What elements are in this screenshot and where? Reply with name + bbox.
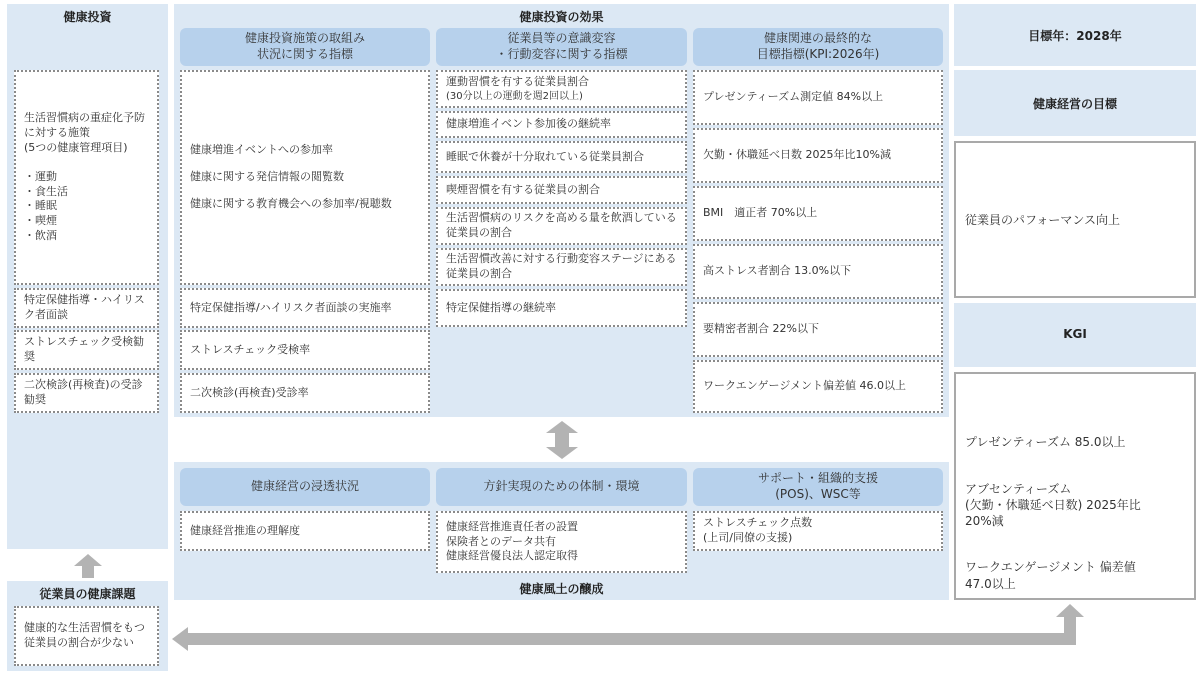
employee-issue-box: 健康的な生活習慣をもつ従業員の割合が少ない bbox=[14, 606, 159, 666]
lifestyle-item-drinking: ・飲酒 bbox=[24, 229, 57, 243]
initiative-education-rate: 健康に関する教育機会への参加率/視聴数 bbox=[190, 196, 392, 210]
culture-support-box: ストレスチェック点数 (上司/同僚の支援) bbox=[693, 511, 943, 551]
initiative-guidance-rate: 特定保健指導/ハイリスク者面談の実施率 bbox=[180, 288, 430, 328]
goal-text: 従業員のパフォーマンス向上 bbox=[965, 213, 1121, 227]
behavior-exercise-label: 運動習慣を有する従業員割合 bbox=[446, 74, 589, 88]
culture-structure-box: 健康経営推進責任者の設置 保険者とのデータ共有 健康経営優良法人認定取得 bbox=[436, 511, 687, 573]
employee-issue-title: 従業員の健康課題 bbox=[39, 587, 136, 601]
behavior-guidance-continuation: 特定保健指導の継続率 bbox=[436, 289, 687, 327]
kgi-work-engagement: ワークエンゲージメント 偏差値 47.0以上 bbox=[965, 560, 1136, 591]
initiative-main-box bbox=[180, 70, 430, 285]
goal-text-box bbox=[954, 141, 1196, 298]
behavior-exercise-box bbox=[436, 70, 687, 108]
culture-header-penetration: 健康経営の浸透状況 bbox=[180, 468, 430, 506]
health-management-goal-title: 健康経営の目標 bbox=[1032, 97, 1117, 111]
health-investment-title: 健康投資 bbox=[63, 10, 112, 24]
kpi-presenteeism: プレゼンティーズム測定値 84%以上 bbox=[693, 70, 943, 125]
lifestyle-item-smoking: ・喫煙 bbox=[24, 214, 57, 228]
effect-header-behavior: 従業員等の意識変容 ・行動変容に関する指標 bbox=[436, 28, 687, 66]
up-arrow-icon bbox=[72, 553, 104, 579]
kgi-title: KGI bbox=[1063, 327, 1087, 341]
lifestyle-measures-box bbox=[14, 70, 159, 285]
kpi-work-engagement: ワークエンゲージメント偏差値 46.0以上 bbox=[693, 360, 943, 413]
kpi-detailed-exam: 要精密者割合 22%以下 bbox=[693, 302, 943, 357]
target-year-label: 目標年：2028年 bbox=[1028, 29, 1122, 43]
behavior-drinking: 生活習慣病のリスクを高める量を飲酒している従業員の割合 bbox=[436, 207, 687, 245]
behavior-exercise-note: (30分以上の運動を週2回以上) bbox=[446, 90, 583, 102]
lifestyle-item-diet: ・食生活 bbox=[24, 184, 68, 198]
feedback-arrow-icon bbox=[170, 602, 1088, 652]
behavior-smoking: 喫煙習慣を有する従業員の割合 bbox=[436, 176, 687, 204]
behavior-sleep-rest: 睡眠で休養が十分取れている従業員割合 bbox=[436, 141, 687, 173]
initiative-stress-check-rate: ストレスチェック受検率 bbox=[180, 330, 430, 370]
culture-header-support: サポート・組織的支援 (POS)、WSC等 bbox=[693, 468, 943, 506]
kpi-absence-days: 欠勤・休職延べ日数 2025年比10%減 bbox=[693, 128, 943, 183]
stress-check-recommend-box: ストレスチェック受検勧奨 bbox=[14, 330, 159, 370]
effect-header-initiative: 健康投資施策の取組み 状況に関する指標 bbox=[180, 28, 430, 66]
culture-understanding-box: 健康経営推進の理解度 bbox=[180, 511, 430, 551]
specific-guidance-box: 特定保健指導・ハイリスク者面談 bbox=[14, 288, 159, 328]
culture-header-structure: 方針実現のための体制・環境 bbox=[436, 468, 687, 506]
behavior-event-continuation: 健康増進イベント参加後の継続率 bbox=[436, 111, 687, 138]
kgi-box bbox=[954, 372, 1196, 600]
health-culture-title: 健康風土の醸成 bbox=[519, 582, 604, 596]
vertical-double-arrow-icon bbox=[544, 420, 580, 460]
lifestyle-measures-title: 生活習慣病の重症化予防に対する施策 (5つの健康管理項目) bbox=[24, 111, 145, 154]
kgi-presenteeism: プレゼンティーズム 85.0以上 bbox=[965, 435, 1126, 450]
initiative-info-views: 健康に関する発信情報の閲覧数 bbox=[190, 170, 344, 184]
initiative-reexam-rate: 二次検診(再検査)受診率 bbox=[180, 373, 430, 413]
reexam-recommend-box: 二次検診(再検査)の受診勧奨 bbox=[14, 373, 159, 413]
kpi-high-stress: 高ストレス者割合 13.0%以下 bbox=[693, 244, 943, 299]
initiative-event-rate: 健康増進イベントへの参加率 bbox=[190, 143, 333, 157]
kpi-bmi: BMI 適正者 70%以上 bbox=[693, 186, 943, 241]
health-effect-title: 健康投資の効果 bbox=[519, 10, 604, 24]
effect-header-kpi: 健康関連の最終的な 目標指標(KPI:2026年) bbox=[693, 28, 943, 66]
behavior-change-stage: 生活習慣改善に対する行動変容ステージにある従業員の割合 bbox=[436, 248, 687, 286]
lifestyle-item-sleep: ・睡眠 bbox=[24, 199, 57, 213]
lifestyle-item-exercise: ・運動 bbox=[24, 169, 57, 183]
kgi-absenteeism: アブセンティーズム (欠勤・休職延べ日数) 2025年比 20%減 bbox=[965, 481, 1141, 528]
